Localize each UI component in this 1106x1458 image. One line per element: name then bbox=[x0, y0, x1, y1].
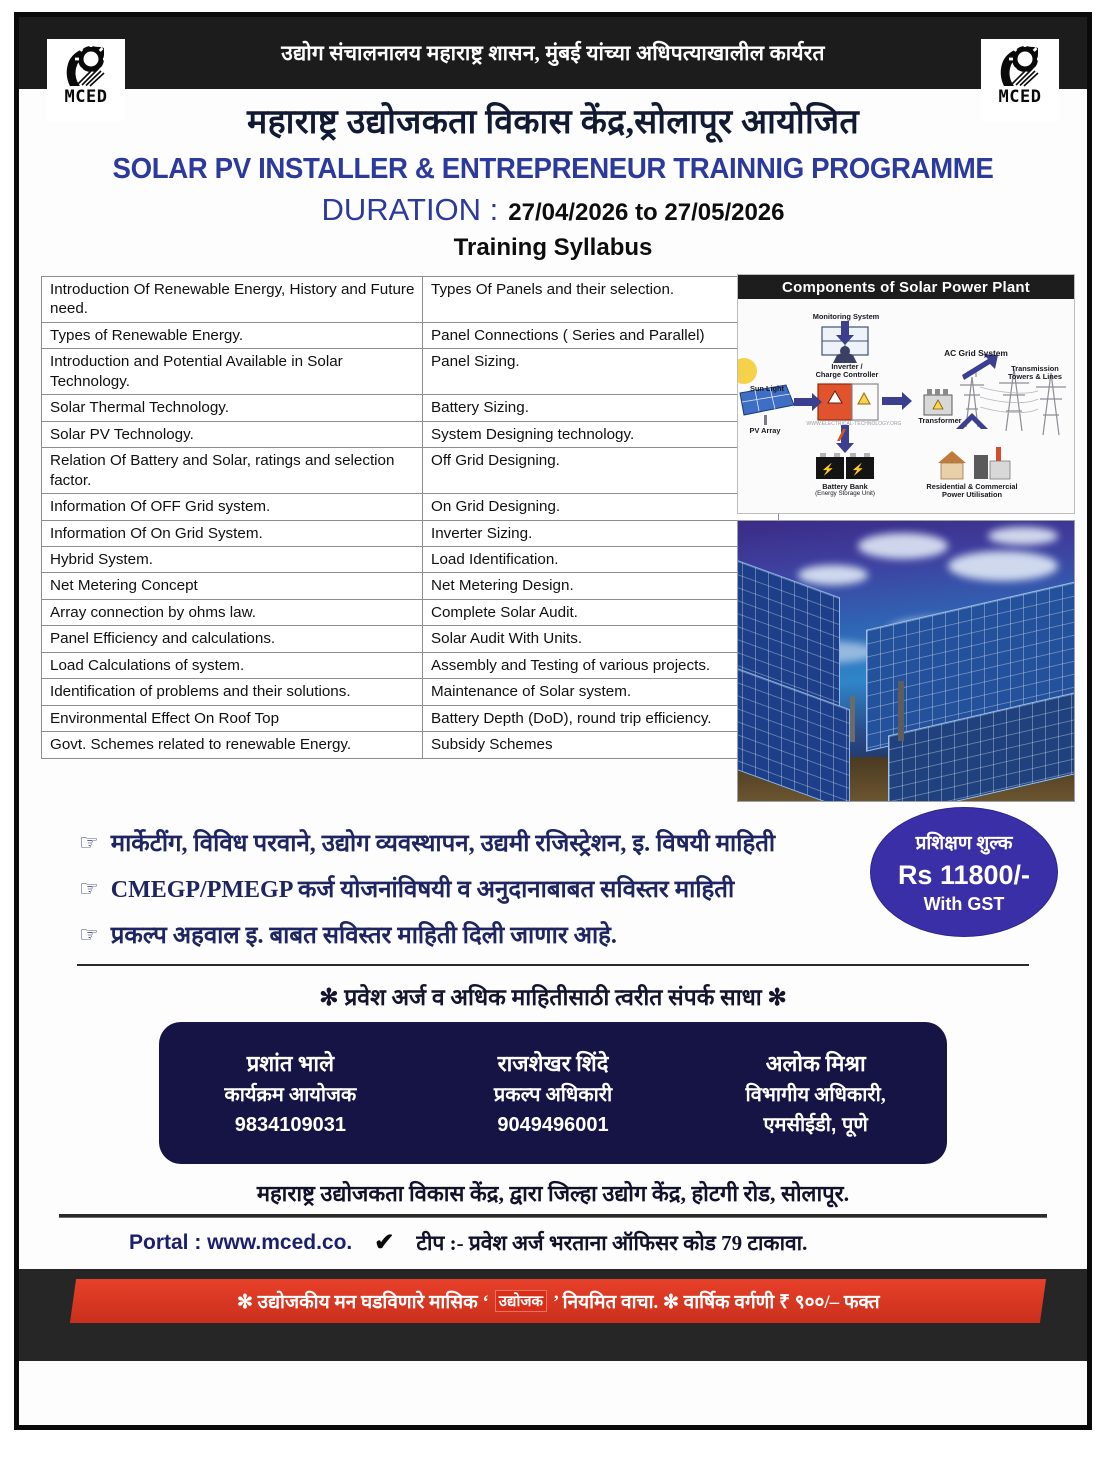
syllabus-cell-left: Identification of problems and their solutions. bbox=[42, 679, 423, 705]
syllabus-cell-left: Net Metering Concept bbox=[42, 573, 423, 599]
syllabus-cell-right: Panel Sizing. bbox=[423, 349, 779, 395]
pointing-hand-icon: ☞ bbox=[79, 829, 99, 855]
table-row bbox=[42, 448, 779, 494]
diagram-title: Components of Solar Power Plant bbox=[738, 275, 1074, 299]
diagram-label-utilisation-l2: Power Utilisation bbox=[942, 490, 1002, 500]
contact-card bbox=[159, 1022, 947, 1164]
portal-row bbox=[19, 1218, 1087, 1257]
government-line: उद्योग संचालनालय महाराष्ट्र शासन, मुंबई यांच्या अधिपत्याखालील कार्यरत bbox=[281, 41, 825, 65]
syllabus-cell-right: Battery Sizing. bbox=[423, 395, 779, 421]
contact-person bbox=[684, 1047, 947, 1140]
svg-text:⚡: ⚡ bbox=[851, 464, 865, 476]
syllabus-cell-left: Information Of OFF Grid system. bbox=[42, 494, 423, 520]
syllabus-cell-left: Solar Thermal Technology. bbox=[42, 395, 423, 421]
syllabus-cell-right: System Designing technology. bbox=[423, 421, 779, 447]
contact-office: एमसीईडी, पूणे bbox=[763, 1113, 868, 1136]
syllabus-table bbox=[41, 276, 779, 759]
media-column bbox=[737, 274, 1075, 802]
contact-role: विभागीय अधिकारी, bbox=[745, 1083, 886, 1106]
magazine-banner bbox=[70, 1279, 1046, 1323]
solar-panel-photo bbox=[737, 520, 1075, 802]
syllabus-cell-left: Relation Of Battery and Solar, ratings and selection factor. bbox=[42, 448, 423, 494]
syllabus-cell-right: Battery Depth (DoD), round trip efficiency. bbox=[423, 705, 779, 731]
syllabus-cell-right: Maintenance of Solar system. bbox=[423, 679, 779, 705]
contact-role: प्रकल्प अधिकारी bbox=[493, 1083, 613, 1106]
diagram-label-sunlight: Sun Light bbox=[749, 384, 785, 393]
syllabus-cell-right: On Grid Designing. bbox=[423, 494, 779, 520]
diagram-label-towers-l2: Towers & Lines bbox=[1007, 372, 1063, 382]
banner-text-pre: ✻ उद्योजकीय मन घडविणारे मासिक ‘ bbox=[236, 1292, 489, 1313]
table-row bbox=[42, 322, 779, 348]
table-row bbox=[42, 679, 779, 705]
duration-value: 27/04/2026 to 27/05/2026 bbox=[508, 199, 785, 226]
pointing-hand-icon: ☞ bbox=[79, 875, 99, 901]
table-row bbox=[42, 520, 779, 546]
highlight-text: प्रकल्प अहवाल इ. बाबत सविस्तर माहिती दिली जाणार आहे. bbox=[110, 923, 617, 949]
diagram-label-pv-array: PV Array bbox=[749, 426, 781, 435]
syllabus-cell-right: Solar Audit With Units. bbox=[423, 626, 779, 652]
table-row bbox=[42, 705, 779, 731]
check-icon: ✔ bbox=[374, 1229, 395, 1256]
mced-logo-right bbox=[981, 39, 1059, 121]
table-row bbox=[42, 732, 779, 758]
syllabus-heading: Training Syllabus bbox=[453, 234, 653, 261]
contact-name: प्रशांत भाले bbox=[246, 1050, 334, 1076]
table-row bbox=[42, 277, 779, 323]
bottom-banner-wrap bbox=[19, 1269, 1087, 1361]
diagram-label-ac-grid: AC Grid System bbox=[944, 348, 1008, 358]
syllabus-cell-right: Net Metering Design. bbox=[423, 573, 779, 599]
syllabus-cell-right: Off Grid Designing. bbox=[423, 448, 779, 494]
contact-heading: ✻ प्रवेश अर्ज व अधिक माहितीसाठी त्वरीत संपर्क साधा ✻ bbox=[319, 985, 787, 1010]
syllabus-cell-left: Array connection by ohms law. bbox=[42, 599, 423, 625]
diagram-watermark: WWW.ELECTRICAL-TECHNOLOGY.ORG bbox=[806, 421, 902, 427]
diagram-label-utilisation bbox=[914, 483, 1030, 500]
pointing-hand-icon: ☞ bbox=[79, 921, 99, 947]
syllabus-section bbox=[31, 276, 1075, 806]
syllabus-cell-left: Introduction and Potential Available in Solar Technology. bbox=[42, 349, 423, 395]
mced-wordmark-right: MCED bbox=[998, 87, 1042, 107]
syllabus-cell-right: Types Of Panels and their selection. bbox=[423, 277, 779, 323]
syllabus-cell-left: Environmental Effect On Roof Top bbox=[42, 705, 423, 731]
syllabus-table-body bbox=[42, 277, 779, 759]
table-row bbox=[42, 626, 779, 652]
diagram-body bbox=[738, 299, 1074, 513]
utilisation-icon bbox=[938, 447, 1010, 479]
magazine-banner-text bbox=[237, 1288, 880, 1314]
syllabus-cell-right: Complete Solar Audit. bbox=[423, 599, 779, 625]
fee-label: प्रशिक्षण शुल्क bbox=[915, 833, 1013, 854]
duration-label: DURATION : bbox=[321, 192, 499, 227]
mced-gear-icon bbox=[60, 42, 112, 88]
contact-name: राजशेखर शिंदे bbox=[497, 1050, 609, 1076]
mced-wordmark-left: MCED bbox=[64, 87, 108, 107]
syllabus-cell-left: Hybrid System. bbox=[42, 546, 423, 572]
syllabus-cell-right: Inverter Sizing. bbox=[423, 520, 779, 546]
top-black-bar bbox=[19, 17, 1087, 89]
duration-row bbox=[19, 186, 1087, 228]
diagram-label-transformer: Transformer bbox=[918, 416, 962, 425]
portal-link[interactable]: Portal : www.mced.co. bbox=[129, 1230, 353, 1254]
poster-frame bbox=[14, 12, 1092, 1430]
fee-gst-note: With GST bbox=[923, 894, 1005, 914]
contact-phone[interactable]: 9834109031 bbox=[234, 1113, 346, 1136]
contact-name: अलोक मिश्रा bbox=[765, 1050, 866, 1076]
mced-gear-icon bbox=[994, 42, 1046, 88]
programme-title: SOLAR PV INSTALLER & ENTREPRENEUR TRAINNIG PROGRAMME bbox=[112, 153, 994, 185]
syllabus-cell-right: Panel Connections ( Series and Parallel) bbox=[423, 322, 779, 348]
diagram-label-battery-l1: Battery Bank bbox=[822, 482, 868, 491]
contact-person bbox=[422, 1047, 685, 1140]
diagram-label-towers bbox=[1000, 365, 1070, 382]
diagram-label-inverter bbox=[810, 363, 884, 380]
battery-bank-icon bbox=[816, 453, 874, 479]
diagram-label-battery bbox=[804, 483, 886, 498]
solar-plant-diagram bbox=[737, 274, 1075, 514]
table-row bbox=[42, 546, 779, 572]
address-line: महाराष्ट्र उद्योजकता विकास केंद्र, द्वारा जिल्हा उद्योग केंद्र, होटगी रोड, सोलापूर. bbox=[256, 1181, 850, 1206]
fee-badge bbox=[871, 808, 1057, 936]
inverter-icon bbox=[818, 384, 878, 420]
syllabus-cell-left: Panel Efficiency and calculations. bbox=[42, 626, 423, 652]
diagram-label-battery-l2: (Energy Storage Unit) bbox=[815, 490, 875, 498]
svg-text:⚡: ⚡ bbox=[821, 464, 835, 476]
mced-logo-left bbox=[47, 39, 125, 121]
syllabus-cell-left: Solar PV Technology. bbox=[42, 421, 423, 447]
highlights-section bbox=[19, 822, 1087, 951]
syllabus-cell-left: Govt. Schemes related to renewable Energy. bbox=[42, 732, 423, 758]
transformer-icon bbox=[924, 389, 952, 415]
syllabus-cell-right: Assembly and Testing of various projects. bbox=[423, 652, 779, 678]
diagram-label-inverter-l1: Inverter / bbox=[831, 362, 863, 371]
table-row bbox=[42, 349, 779, 395]
organisation-title: महाराष्ट्र उद्योजकता विकास केंद्र,सोलापूर आयोजित bbox=[246, 104, 860, 141]
highlight-text: मार्केटींग, विविध परवाने, उद्योग व्यवस्थापन, उद्यमी रजिस्ट्रेशन, इ. विषयी माहिती bbox=[110, 831, 776, 857]
table-row bbox=[42, 494, 779, 520]
diagram-label-monitoring: Monitoring System bbox=[812, 312, 880, 321]
contact-person bbox=[159, 1047, 422, 1140]
table-row bbox=[42, 599, 779, 625]
fee-amount: Rs 11800/- bbox=[897, 860, 1031, 890]
syllabus-cell-left: Introduction Of Renewable Energy, History and Future need. bbox=[42, 277, 423, 323]
officer-code-note: टीप :- प्रवेश अर्ज भरताना ऑफिसर कोड 79 टाकावा. bbox=[416, 1230, 808, 1255]
syllabus-cell-right: Subsidy Schemes bbox=[423, 732, 779, 758]
highlight-text: CMEGP/PMEGP कर्ज योजनांविषयी व अनुदानाबाबत सविस्तर माहिती bbox=[110, 877, 735, 903]
syllabus-cell-left: Load Calculations of system. bbox=[42, 652, 423, 678]
diagram-label-inverter-l2: Charge Controller bbox=[815, 370, 879, 380]
banner-text-post: ’ नियमित वाचा. ✻ वार्षिक वर्गणी ₹ ९००/– फक्त bbox=[552, 1292, 880, 1313]
syllabus-cell-left: Information Of On Grid System. bbox=[42, 520, 423, 546]
table-row bbox=[42, 573, 779, 599]
diagram-label-towers-l1: Transmission bbox=[1011, 364, 1059, 373]
table-row bbox=[42, 421, 779, 447]
diagram-label-utilisation-l1: Residential & Commercial bbox=[926, 482, 1018, 491]
table-row bbox=[42, 652, 779, 678]
contact-role: कार्यक्रम आयोजक bbox=[224, 1083, 357, 1106]
contact-phone[interactable]: 9049496001 bbox=[497, 1113, 609, 1136]
syllabus-cell-left: Types of Renewable Energy. bbox=[42, 322, 423, 348]
syllabus-cell-right: Load Identification. bbox=[423, 546, 779, 572]
table-row bbox=[42, 395, 779, 421]
diagram-artwork bbox=[738, 299, 1075, 513]
udyojak-brand: उद्योजक bbox=[495, 1290, 547, 1312]
